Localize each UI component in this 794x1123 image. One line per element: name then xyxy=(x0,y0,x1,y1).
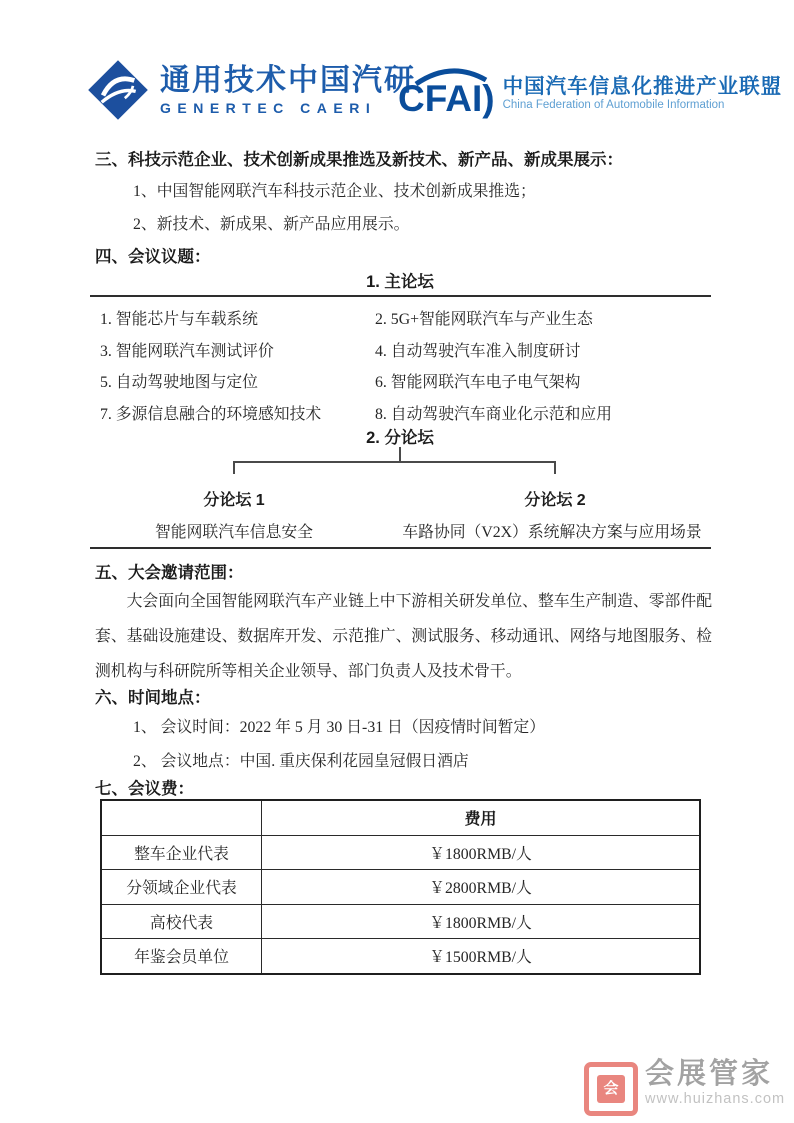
divider-line-bottom xyxy=(90,547,711,549)
genertec-caeri-logo xyxy=(84,56,416,124)
genertec-logo-text xyxy=(160,64,416,116)
main-forum-topic: 6. 智能网联汽车电子电气架构 xyxy=(375,374,581,392)
section-five-heading: 五、大会邀请范围： xyxy=(95,564,244,582)
main-forum-topic: 8. 自动驾驶汽车商业化示范和应用 xyxy=(375,405,612,423)
section-five-paragraph: 大会面向全国智能网联汽车产业链上中下游相关研发单位、整车生产制造、零部件配套、基础设施建设、数据库开发、示范推广、测试服务、移动通讯、网络与地图服务、检测机构与科研院所等相关企业领导、部门负责人及技术骨干。 xyxy=(95,593,712,680)
section-four-heading: 四、会议议题： xyxy=(95,248,211,266)
table-row xyxy=(101,939,700,974)
fee-category-cell: 年鉴会员单位 xyxy=(101,939,262,974)
section-three-item-2: 2、新技术、新成果、新产品应用展示。 xyxy=(133,216,410,233)
genertec-logo-cn: 通用技术中国汽研 xyxy=(160,64,416,97)
fee-value-cell: ￥1800RMB/人 xyxy=(262,904,701,939)
sub-forum-1-topic: 智能网联汽车信息安全 xyxy=(155,524,313,541)
huizhans-watermark xyxy=(584,1058,785,1116)
cfai-logo-cn: 中国汽车信息化推进产业联盟 xyxy=(502,74,783,98)
huizhans-logo-glyph: 会 xyxy=(597,1075,625,1103)
sub-forum-1-label: 分论坛 1 xyxy=(203,492,265,509)
main-forum-topic: 4. 自动驾驶汽车准入制度研讨 xyxy=(375,342,581,360)
main-forum-topic-list xyxy=(100,302,712,428)
cfai-logo-text xyxy=(503,75,783,112)
fee-category-cell: 分领域企业代表 xyxy=(101,870,262,905)
fee-value-cell: ￥2800RMB/人 xyxy=(262,870,701,905)
fee-category-cell: 整车企业代表 xyxy=(101,835,262,870)
fee-table-header-row xyxy=(101,800,700,835)
genertec-diamond-icon xyxy=(84,56,152,124)
cfai-arc-icon xyxy=(414,68,488,86)
divider-line-top xyxy=(90,295,711,297)
table-row xyxy=(101,904,700,939)
tree-drop-right xyxy=(554,461,556,474)
section-seven-heading: 七、会议费： xyxy=(95,780,194,798)
section-three-item-1: 1、中国智能网联汽车科技示范企业、技术创新成果推选； xyxy=(133,183,536,200)
tree-drop-left xyxy=(233,461,235,474)
cfai-paren: ) xyxy=(482,78,495,119)
section-three-heading: 三、科技示范企业、技术创新成果推选及新技术、新产品、新成果展示： xyxy=(95,151,623,169)
fee-value-cell: ￥1500RMB/人 xyxy=(262,939,701,974)
cfai-wordmark xyxy=(398,68,495,118)
tree-stem-line xyxy=(399,447,401,462)
cfai-logo-en: China Federation of Automobile Information xyxy=(502,98,725,111)
main-forum-topic: 1. 智能芯片与车载系统 xyxy=(100,311,258,329)
cfai-abbr: CFAI xyxy=(398,78,483,119)
section-six-item-1: 1、 会议时间：2022 年 5 月 30 日-31 日（因疫情时间暂定） xyxy=(133,719,546,736)
sub-forum-title: 2. 分论坛 xyxy=(366,429,434,447)
table-row xyxy=(101,835,700,870)
main-forum-topic: 5. 自动驾驶地图与定位 xyxy=(100,374,258,392)
huizhans-url: www.huizhans.com xyxy=(645,1091,786,1107)
main-forum-topic: 3. 智能网联汽车测试评价 xyxy=(100,342,274,360)
main-forum-topic: 2. 5G+智能网联汽车与产业生态 xyxy=(375,311,593,329)
section-six-heading: 六、时间地点： xyxy=(95,689,211,707)
fee-category-cell: 高校代表 xyxy=(101,904,262,939)
genertec-logo-en: GENERTEC CAERI xyxy=(160,100,377,116)
fee-value-cell: ￥1800RMB/人 xyxy=(262,835,701,870)
huizhans-watermark-text xyxy=(645,1058,785,1107)
sub-forum-2-label: 分论坛 2 xyxy=(524,492,586,509)
cfai-logo xyxy=(398,68,782,118)
huizhans-logo-icon xyxy=(584,1062,638,1116)
fee-header-category xyxy=(101,800,262,835)
table-row xyxy=(101,870,700,905)
fee-table xyxy=(100,799,701,975)
section-six-item-2: 2、 会议地点：中国. 重庆保利花园皇冠假日酒店 xyxy=(133,753,469,770)
huizhans-title: 会展管家 xyxy=(645,1058,774,1090)
main-forum-topic: 7. 多源信息融合的环境感知技术 xyxy=(100,405,322,423)
main-forum-title: 1. 主论坛 xyxy=(366,273,434,291)
tree-cross-line xyxy=(233,461,556,463)
sub-forum-2-topic: 车路协同（V2X）系统解决方案与应用场景 xyxy=(402,524,702,541)
fee-header-amount: 费用 xyxy=(262,800,701,835)
